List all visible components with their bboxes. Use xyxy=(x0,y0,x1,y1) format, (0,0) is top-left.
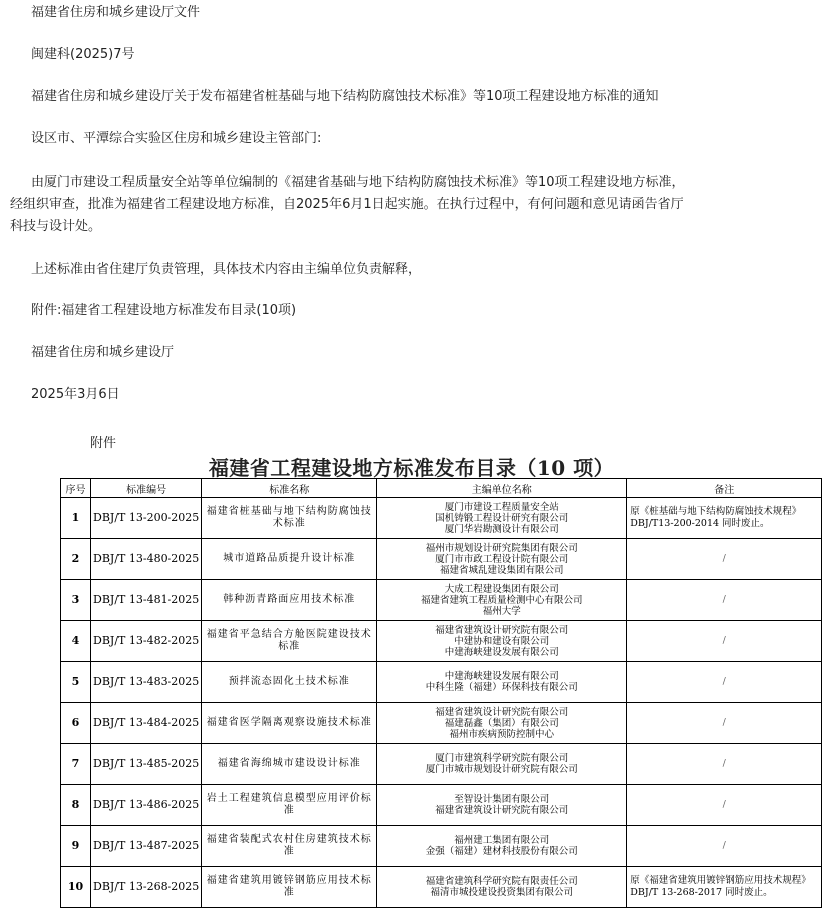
row-index: 9 xyxy=(61,826,91,867)
editor-unit: 福建省建筑设计研究院有限公司 xyxy=(435,624,569,636)
standard-code: DBJ/T 13-200-2025 xyxy=(91,498,202,539)
standard-code: DBJ/T 13-483-2025 xyxy=(91,662,202,703)
remark: / xyxy=(627,785,822,826)
remark: / xyxy=(627,621,822,662)
table-row xyxy=(61,621,822,662)
row-index: 2 xyxy=(61,539,91,580)
editor-unit: 中建海峡建设发展有限公司 xyxy=(444,671,559,682)
row-index: 1 xyxy=(61,498,91,539)
editor-units xyxy=(377,498,627,539)
standard-code: DBJ/T 13-481-2025 xyxy=(91,580,202,621)
row-index: 4 xyxy=(61,621,91,662)
editor-unit: 厦门市建筑科学研究院有限公司 xyxy=(435,753,569,764)
editor-units xyxy=(377,621,627,662)
remark: / xyxy=(627,580,822,621)
remark: / xyxy=(627,662,822,703)
col-header-units: 主编单位名称 xyxy=(377,479,627,498)
standard-code: DBJ/T 13-480-2025 xyxy=(91,539,202,580)
table-row xyxy=(61,785,822,826)
editor-unit: 福建省城乱建设集团有限公司 xyxy=(440,564,564,576)
remark: 原《福建省建筑用镀锌钢筋应用技术规程》DBJ/T 13-268-2017 同时废止。 xyxy=(627,867,822,908)
standard-name: 福建省装配式农村住房建筑技术标准 xyxy=(202,826,377,867)
standard-name: 预拌流态固化土技术标准 xyxy=(202,662,377,703)
editor-unit: 中科生隆（福建）环保科技有限公司 xyxy=(425,682,578,693)
col-header-index: 序号 xyxy=(61,479,91,498)
editor-units xyxy=(377,539,627,580)
editor-unit: 中建海峡建设发展有限公司 xyxy=(444,646,559,658)
table-row xyxy=(61,539,822,580)
remark: / xyxy=(627,703,822,744)
standard-name: 福建省桩基础与地下结构防腐蚀技术标准 xyxy=(202,498,377,539)
issue-date: 2025年3月6日 xyxy=(31,387,120,402)
standard-name: 福建省建筑用镀锌钢筋应用技术标准 xyxy=(202,867,377,908)
standard-name: 岩土工程建筑信息模型应用评价标准 xyxy=(202,785,377,826)
col-header-name: 标准名称 xyxy=(202,479,377,498)
remark: / xyxy=(627,826,822,867)
editor-units xyxy=(377,703,627,744)
standard-code: DBJ/T 13-268-2025 xyxy=(91,867,202,908)
table-row xyxy=(61,826,822,867)
editor-unit: 福州市疾病预防控制中心 xyxy=(449,728,555,740)
body-paragraph-2: 上述标准由省住建厅负责管理，具体技术内容由主编单位负责解释， xyxy=(31,262,422,277)
recipients: 设区市、平潭综合实验区住房和城乡建设主管部门: xyxy=(31,131,322,146)
editor-units xyxy=(377,580,627,621)
editor-units xyxy=(377,867,627,908)
editor-unit: 厦门市城市规划设计研究院有限公司 xyxy=(425,764,578,775)
editor-unit: 福建省建筑设计研究院有限公司 xyxy=(435,805,569,816)
editor-unit: 中建协和建设有限公司 xyxy=(454,635,550,647)
row-index: 3 xyxy=(61,580,91,621)
standard-code: DBJ/T 13-485-2025 xyxy=(91,744,202,785)
table-header-row xyxy=(61,479,822,498)
standard-code: DBJ/T 13-486-2025 xyxy=(91,785,202,826)
table-row xyxy=(61,744,822,785)
editor-unit: 福建省建筑设计研究院有限公司 xyxy=(435,706,569,718)
appendix-label: 附件 xyxy=(90,436,117,451)
editor-units xyxy=(377,826,627,867)
editor-units xyxy=(377,785,627,826)
standard-name: 韩种沥青路面应用技术标准 xyxy=(202,580,377,621)
row-index: 5 xyxy=(61,662,91,703)
editor-unit: 厦门华岩勘测设计有限公司 xyxy=(444,523,559,535)
standard-name: 城市道路品质提升设计标准 xyxy=(202,539,377,580)
row-index: 7 xyxy=(61,744,91,785)
remark: 原《桩基础与地下结构防腐蚀技术规程》DBJ/T13-200-2014 同时废止。 xyxy=(627,498,822,539)
standards-table xyxy=(60,478,822,908)
editor-units xyxy=(377,744,627,785)
editor-unit: 福建磊鑫（集团）有限公司 xyxy=(444,717,559,729)
standard-code: DBJ/T 13-484-2025 xyxy=(91,703,202,744)
table-row xyxy=(61,662,822,703)
doc-issuer: 福建省住房和城乡建设厅文件 xyxy=(31,5,201,20)
table-row xyxy=(61,703,822,744)
editor-unit: 福建省建筑工程质量检测中心有限公司 xyxy=(421,594,583,606)
standard-code: DBJ/T 13-487-2025 xyxy=(91,826,202,867)
appendix-title: 福建省工程建设地方标准发布目录（10 项） xyxy=(208,456,615,480)
standard-name: 福建省平急结合方舱医院建设技术标准 xyxy=(202,621,377,662)
remark: / xyxy=(627,539,822,580)
editor-unit: 福州大学 xyxy=(482,605,521,617)
table-row xyxy=(61,498,822,539)
signature: 福建省住房和城乡建设厅 xyxy=(31,345,175,360)
doc-title: 福建省住房和城乡建设厅关于发布福建省桩基础与地下结构防腐蚀技术标准》等10项工程建设地方标准的通知 xyxy=(31,89,659,104)
editor-unit: 厦门市市政工程设计院有限公司 xyxy=(435,553,569,565)
editor-unit: 大成工程建设集团有限公司 xyxy=(444,583,559,595)
editor-unit: 福州建工集团有限公司 xyxy=(454,835,550,846)
row-index: 6 xyxy=(61,703,91,744)
editor-unit: 福建省建筑科学研究院有限责任公司 xyxy=(425,876,578,887)
table-row xyxy=(61,580,822,621)
attachment-line: 附件:福建省工程建设地方标准发布目录(10项) xyxy=(31,303,297,318)
editor-unit: 金强（福建）建材科技股份有限公司 xyxy=(425,846,578,857)
table-row xyxy=(61,867,822,908)
editor-unit: 至智设计集团有限公司 xyxy=(454,794,550,805)
row-index: 10 xyxy=(61,867,91,908)
row-index: 8 xyxy=(61,785,91,826)
editor-unit: 厦门市建设工程质量安全站 xyxy=(444,501,559,513)
standard-name: 福建省海绵城市建设设计标准 xyxy=(202,744,377,785)
editor-units xyxy=(377,662,627,703)
editor-unit: 福州市规划设计研究院集团有限公司 xyxy=(425,542,578,554)
doc-number: 闽建科(2025)7号 xyxy=(31,47,135,62)
standard-code: DBJ/T 13-482-2025 xyxy=(91,621,202,662)
remark: / xyxy=(627,744,822,785)
editor-unit: 福清市城投建设投资集团有限公司 xyxy=(430,887,574,898)
standard-name: 福建省医学隔离观察设施技术标准 xyxy=(202,703,377,744)
editor-unit: 国机铸锻工程设计研究有限公司 xyxy=(435,512,569,524)
col-header-note: 备注 xyxy=(627,479,822,498)
col-header-code: 标准编号 xyxy=(91,479,202,498)
body-paragraph-1: 由厦门市建设工程质量安全站等单位编制的《福建省基础与地下结构防腐蚀技术标准》等10项工程建设地方标准，经组织审查，批准为福建省工程建设地方标准，自2025年6月1日起实施。在执行过程中，有何问题和意见请函告省厅科技与设计处。 xyxy=(10,175,685,234)
